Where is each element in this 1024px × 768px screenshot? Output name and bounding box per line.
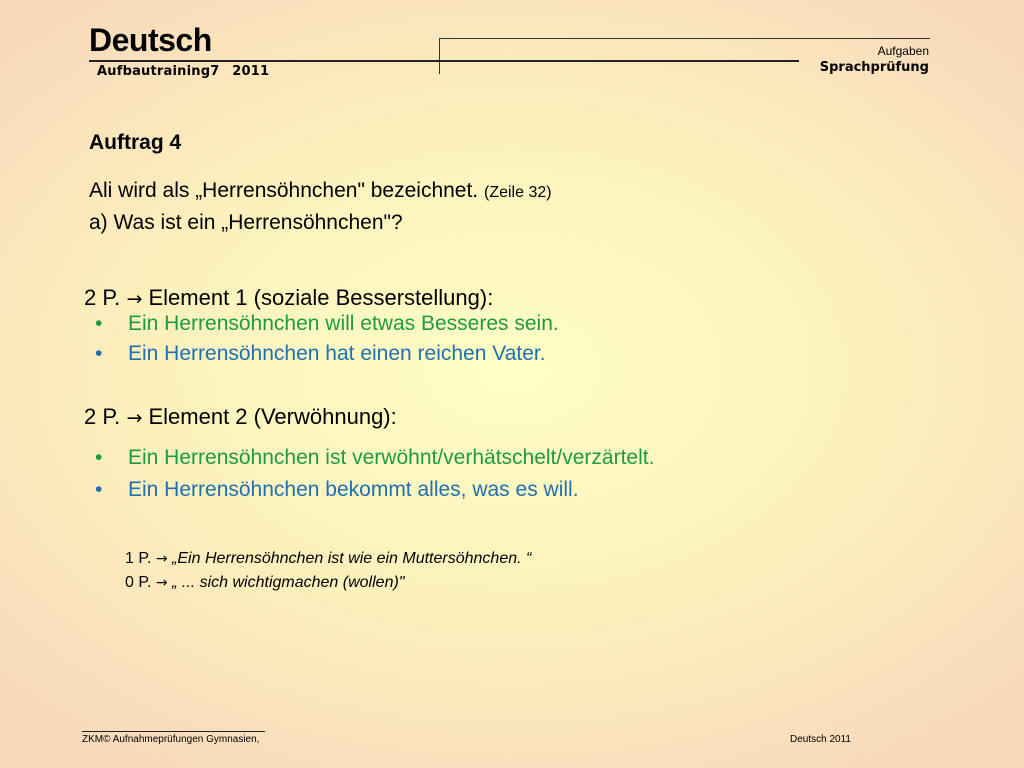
header-title: Deutsch: [89, 22, 212, 58]
element-1-points: 2 P.: [84, 285, 121, 310]
arrow-right-icon: →: [126, 288, 143, 310]
header-rule-vertical: [439, 38, 440, 74]
arrow-right-icon: →: [155, 575, 168, 591]
task-question-main: [89, 179, 552, 203]
header-rule-main: [89, 60, 799, 62]
header-tag-sprachpruefung: Sprachprüfung: [819, 60, 929, 75]
arrow-right-icon: →: [126, 407, 143, 429]
bullet-icon: •: [95, 478, 103, 501]
header-rule-top: [440, 38, 930, 39]
partial-credit-1: [125, 550, 531, 568]
partial-text: „Ein Herrensöhnchen ist wie ein Muttersöhnchen. “: [172, 550, 532, 567]
list-item: [95, 446, 654, 470]
footer-right: Deutsch 2011: [790, 734, 851, 745]
element-1-heading: [84, 285, 493, 311]
bullet-icon: •: [95, 312, 103, 335]
task-line-reference: (Zeile 32): [484, 184, 552, 201]
bullet-icon: •: [95, 446, 103, 469]
partial-text: „ ... sich wichtigmachen (wollen)": [172, 574, 405, 591]
header-tag-aufgaben: Aufgaben: [877, 44, 929, 58]
list-item: [95, 342, 546, 366]
list-item: [95, 478, 579, 502]
partial-credit-0: [125, 574, 404, 592]
partial-points: 1 P.: [125, 550, 152, 567]
element-1-label: Element 1 (soziale Besserstellung):: [148, 285, 494, 310]
element-2-heading: [84, 404, 397, 430]
task-heading: Auftrag 4: [89, 131, 182, 154]
task-question-text: Ali wird als „Herrensöhnchen" bezeichnet.: [89, 179, 479, 202]
arrow-right-icon: →: [155, 551, 168, 567]
element-2-label: Element 2 (Verwöhnung):: [148, 404, 397, 429]
list-item: [95, 312, 559, 336]
bullet-text: Ein Herrensöhnchen ist verwöhnt/verhätschelt/verzärtelt.: [128, 446, 655, 469]
element-2-points: 2 P.: [84, 404, 121, 429]
header-subtitle: Aufbautraining7 2011: [97, 64, 270, 79]
task-question-a: a) Was ist ein „Herrensöhnchen"?: [89, 211, 403, 234]
bullet-text: Ein Herrensöhnchen will etwas Besseres sein.: [128, 312, 559, 335]
bullet-text: Ein Herrensöhnchen bekommt alles, was es will.: [128, 478, 579, 501]
footer-left: ZKM© Aufnahmeprüfungen Gymnasien,: [82, 734, 260, 745]
bullet-text: Ein Herrensöhnchen hat einen reichen Vater.: [128, 342, 546, 365]
bullet-icon: •: [95, 342, 103, 365]
footer-rule: [82, 731, 265, 732]
partial-points: 0 P.: [125, 574, 152, 591]
